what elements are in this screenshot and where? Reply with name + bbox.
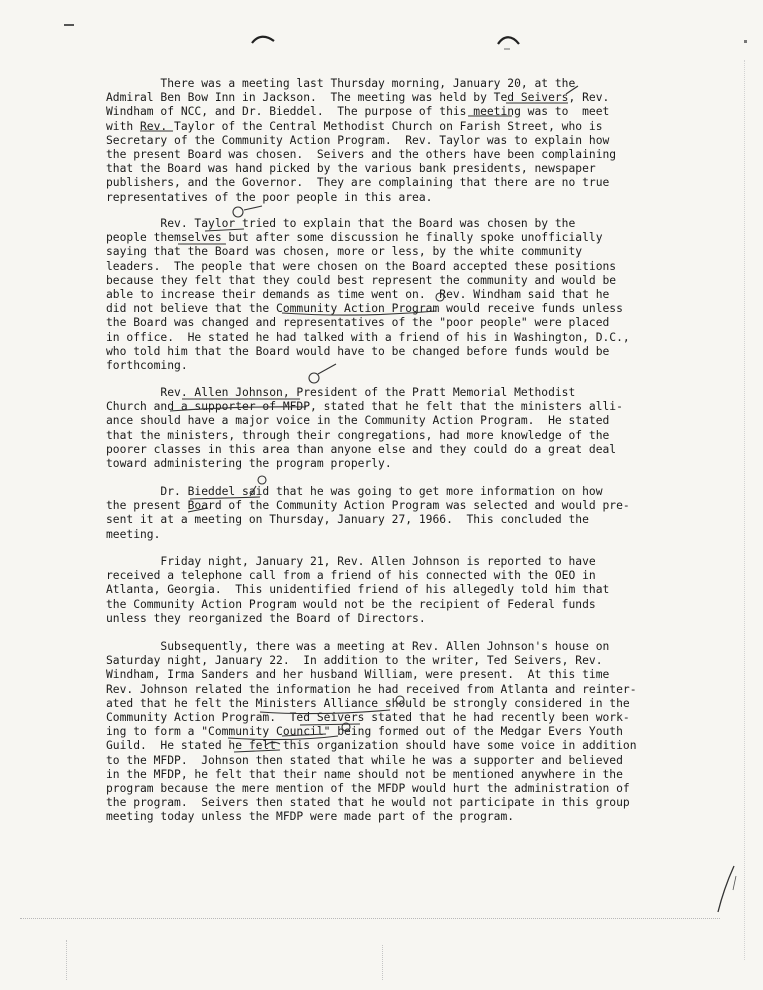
scan-noise: [66, 940, 68, 980]
text-line: Rev. Johnson related the information he had received from Atlanta and reinter-: [106, 682, 637, 696]
text-line: toward administering the program properly.: [106, 457, 392, 471]
text-line: the Board was changed and representatives of the "poor people" were placed: [106, 316, 610, 330]
text-line: Church and a supporter of MFDP, stated that he felt that the ministers alli-: [106, 400, 623, 414]
text-line: Windham of NCC, and Dr. Bieddel. The purpose of this meeting was to meet: [106, 105, 610, 119]
text-line: Friday night, January 21, Rev. Allen Johnson is reported to have: [106, 555, 596, 568]
text-line: Secretary of the Community Action Program. Rev. Taylor was to explain how: [106, 133, 610, 147]
scan-noise: [744, 60, 746, 960]
text-line: the Community Action Program would not be the recipient of Federal funds: [106, 597, 596, 611]
text-line: Admiral Ben Bow Inn in Jackson. The meeting was held by Ted Seivers, Rev.: [106, 91, 610, 105]
text-line: leaders. The people that were chosen on the Board accepted these positions: [106, 259, 617, 273]
text-line: meeting today unless the MFDP were made part of the program.: [106, 810, 515, 824]
text-line: representatives of the poor people in this area.: [106, 190, 433, 204]
text-line: with Rev. Taylor of the Central Methodist Church on Farish Street, who is: [106, 119, 603, 133]
text-line: to the MFDP. Johnson then stated that while he was a supporter and believed: [106, 753, 623, 767]
text-line: the present Board was chosen. Seivers and the others have been complaining: [106, 148, 617, 162]
text-line: poorer classes in this area than anyone else and they could do a great deal: [106, 442, 617, 456]
text-line: Subsequently, there was a meeting at Rev. Allen Johnson's house on: [106, 640, 610, 653]
text-line: the program. Seivers then stated that he would not participate in this group: [106, 796, 630, 810]
text-line: received a telephone call from a friend of his connected with the OEO in: [106, 569, 596, 583]
text-line: who told him that the Board would have to be changed before funds would be: [106, 344, 610, 358]
text-line: that the Board was hand picked by the various bank presidents, newspaper: [106, 162, 596, 176]
text-line: There was a meeting last Thursday morning, January 20, at the: [106, 77, 576, 90]
text-line: Saturday night, January 22. In addition to the writer, Ted Seivers, Rev.: [106, 654, 603, 668]
text-line: that the ministers, through their congregations, had more knowledge of the: [106, 428, 610, 442]
scan-noise: [20, 918, 720, 925]
text-line: in office. He stated he had talked with a friend of his in Washington, D.C.,: [106, 330, 630, 344]
text-line: Atlanta, Georgia. This unidentified friend of his allegedly told him that: [106, 583, 610, 597]
text-line: Dr. Bieddel said that he was going to get more information on how: [106, 485, 603, 498]
text-line: program because the mere mention of the MFDP would hurt the administration of: [106, 782, 630, 796]
text-line: Rev. Allen Johnson, President of the Pratt Memorial Methodist: [106, 386, 576, 399]
text-line: Rev. Taylor tried to explain that the Board was chosen by the: [106, 217, 576, 230]
scan-noise: [382, 945, 384, 980]
text-line: meeting.: [106, 527, 161, 541]
text-line: saying that the Board was chosen, more or less, by the white community: [106, 245, 583, 259]
text-line: forthcoming.: [106, 359, 188, 373]
text-line: did not believe that the Community Action Program would receive funds unless: [106, 302, 623, 316]
text-line: people themselves but after some discussion he finally spoke unofficially: [106, 231, 603, 245]
text-line: sent it at a meeting on Thursday, January 27, 1966. This concluded the: [106, 513, 589, 527]
text-line: Windham, Irma Sanders and her husband William, were present. At this time: [106, 668, 610, 682]
text-line: publishers, and the Governor. They are complaining that there are no true: [106, 176, 610, 190]
text-line: ing to form a "Community Council" being formed out of the Medgar Evers Youth: [106, 725, 623, 739]
text-line: because they felt that they could best represent the community and would be: [106, 273, 617, 287]
text-line: able to increase their demands as time went on. Rev. Windham said that he: [106, 288, 610, 302]
text-line: ance should have a major voice in the Community Action Program. He stated: [106, 414, 610, 428]
text-line: the present Board of the Community Action Program was selected and would pre-: [106, 499, 630, 513]
text-line: Guild. He stated he felt this organization should have some voice in addition: [106, 739, 637, 753]
text-line: in the MFDP, he felt that their name should not be mentioned anywhere in the: [106, 767, 623, 781]
text-line: Community Action Program. Ted Seivers stated that he had recently been work-: [106, 711, 630, 725]
text-line: ated that he felt the Ministers Alliance should be strongly considered in the: [106, 696, 630, 710]
text-line: unless they reorganized the Board of Directors.: [106, 611, 426, 625]
